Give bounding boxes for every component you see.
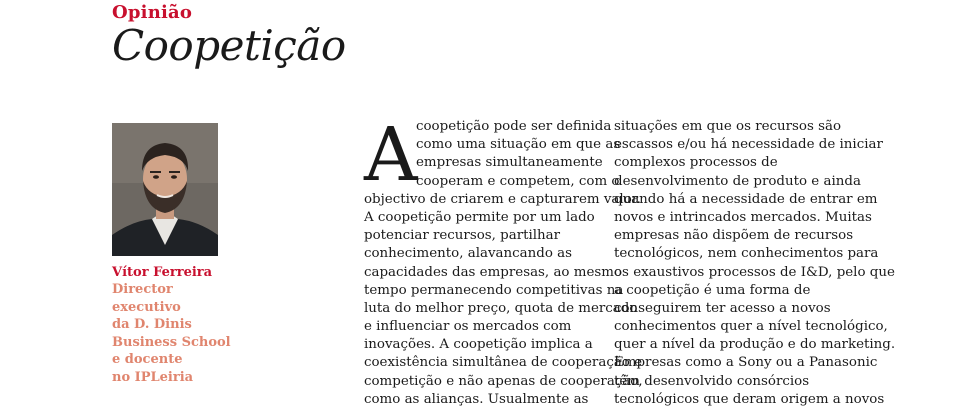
- body-line: tecnológicos, nem conhecimentos para: [614, 246, 879, 262]
- body-line: competição e não apenas de cooperação,: [364, 373, 643, 389]
- body-line: coopetição pode ser definida: [416, 119, 612, 134]
- article-title: Coopetição: [112, 21, 346, 70]
- body-line: cooperam e competem, com o: [416, 173, 620, 189]
- body-line: quer a nível da produção e do marketing.: [614, 337, 896, 353]
- author-bio-line: Business School: [112, 334, 231, 350]
- body-line: como uma situação em que as: [416, 137, 621, 153]
- body-line: como as alianças. Usualmente as: [364, 391, 589, 407]
- body-line: objectivo de criarem e capturarem valor.: [364, 191, 641, 207]
- author-photo: [112, 123, 218, 256]
- body-line: tempo permanecendo competitivas na: [364, 282, 624, 298]
- body-line: quando há a necessidade de entrar em: [614, 191, 878, 207]
- drop-cap: A: [364, 112, 418, 198]
- author-bio-line: Director: [112, 282, 173, 297]
- body-line: escassos e/ou há necessidade de iniciar: [614, 137, 883, 153]
- body-line: coexistência simultânea de cooperação e: [364, 355, 643, 371]
- body-line: e influenciar os mercados com: [364, 319, 572, 335]
- article-column-1: [364, 112, 643, 409]
- body-line: conseguirem ter acesso a novos: [614, 300, 831, 316]
- body-line: a coopetição é uma forma de: [614, 282, 811, 298]
- author-portrait-illustration: [112, 123, 218, 256]
- body-line: situações em que os recursos são: [614, 119, 842, 134]
- body-line: potenciar recursos, partilhar: [364, 228, 561, 244]
- body-line: complexos processos de: [614, 155, 778, 171]
- body-line: tecnológicos que deram origem a novos: [614, 391, 885, 407]
- body-line: inovações. A coopetição implica a: [364, 337, 593, 353]
- article-column-2: [614, 118, 896, 409]
- author-bio-line: da D. Dinis: [112, 317, 192, 332]
- body-line: capacidades das empresas, ao mesmo: [364, 264, 622, 280]
- body-line: conhecimento, alavancando as: [364, 246, 572, 262]
- body-line: luta do melhor preço, quota de mercado: [364, 300, 638, 316]
- author-bio: [112, 281, 252, 386]
- section-label: Opinião: [112, 2, 193, 23]
- author-name: Vítor Ferreira: [112, 265, 213, 280]
- body-line: os exaustivos processos de I&D, pelo que: [614, 264, 895, 280]
- body-line: empresas não dispõem de recursos: [614, 228, 854, 244]
- body-line: empresas simultaneamente: [416, 155, 603, 171]
- body-line: conhecimentos quer a nível tecnológico,: [614, 319, 888, 335]
- body-line: Empresas como a Sony ou a Panasonic: [614, 355, 878, 371]
- body-line: têm desenvolvido consórcios: [614, 373, 810, 389]
- author-bio-line: no IPLeiria: [112, 369, 194, 385]
- author-bio-line: executivo: [112, 299, 181, 315]
- author-bio-line: e docente: [112, 352, 183, 367]
- body-line: A coopetição permite por um lado: [364, 209, 595, 225]
- body-line: novos e intrincados mercados. Muitas: [614, 209, 872, 225]
- body-line: desenvolvimento de produto e ainda: [614, 173, 861, 189]
